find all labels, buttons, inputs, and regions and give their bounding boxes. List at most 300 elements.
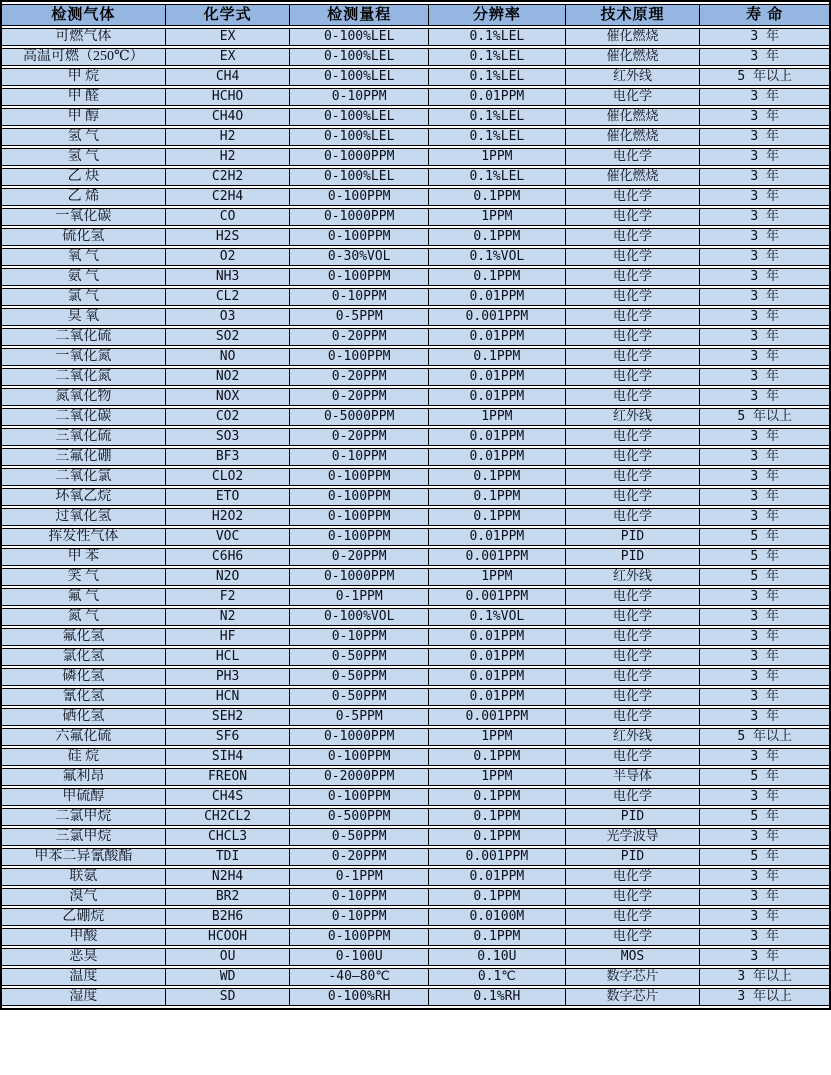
table-cell: 1PPM [429,208,566,226]
gas-name-cell: 甲硫醇 [2,788,166,806]
table-cell: 电化学 [566,448,701,466]
table-cell: 0.1PPM [429,488,566,506]
spec-table [2,2,829,1008]
table-cell: 0.1PPM [429,468,566,486]
table-cell: 0-2000PPM [290,768,429,786]
table-row [2,428,829,446]
gas-name-cell: 湿度 [2,988,166,1006]
table-cell: 0.1%VOL [429,608,566,626]
table-cell: NOX [166,388,291,406]
table-cell: 电化学 [566,388,701,406]
table-cell: 0-20PPM [290,368,429,386]
table-cell: NO [166,348,291,366]
table-cell: 0-100PPM [290,468,429,486]
table-cell: 0-1PPM [290,588,429,606]
table-row [2,148,829,166]
table-cell: 5 年 [700,568,829,586]
table-cell: 0-10PPM [290,888,429,906]
table-cell: 0.01PPM [429,688,566,706]
table-cell: 0-100PPM [290,188,429,206]
table-cell: 0.1PPM [429,188,566,206]
gas-name-cell: 氟化氢 [2,628,166,646]
table-row [2,108,829,126]
table-cell: 3 年 [700,308,829,326]
gas-name-cell: 二氧化硫 [2,328,166,346]
table-cell: 电化学 [566,588,701,606]
table-cell: 3 年 [700,388,829,406]
table-cell: 电化学 [566,688,701,706]
gas-name-cell: 氟 气 [2,588,166,606]
table-cell: FREON [166,768,291,786]
table-row [2,808,829,826]
table-cell: 0-1PPM [290,868,429,886]
table-cell: HF [166,628,291,646]
table-cell: CL2 [166,288,291,306]
gas-name-cell: 联氨 [2,868,166,886]
table-cell: 5 年 [700,848,829,866]
table-cell: 3 年 [700,508,829,526]
gas-name-cell: 氢 气 [2,148,166,166]
gas-name-cell: 甲 烷 [2,68,166,86]
table-cell: 5 年以上 [700,408,829,426]
table-cell: 电化学 [566,508,701,526]
column-header: 检测量程 [290,4,429,26]
gas-name-cell: 甲苯二异氰酸酯 [2,848,166,866]
table-cell: 5 年以上 [700,728,829,746]
table-cell: 电化学 [566,928,701,946]
table-cell: 0.01PPM [429,528,566,546]
table-cell: 电化学 [566,868,701,886]
table-row [2,928,829,946]
table-cell: 3 年 [700,468,829,486]
table-cell: SIH4 [166,748,291,766]
table-row [2,628,829,646]
table-cell: 催化燃烧 [566,48,701,66]
table-cell: CH4 [166,68,291,86]
table-cell: 0-1000PPM [290,208,429,226]
table-cell: N2 [166,608,291,626]
gas-name-cell: 甲 醛 [2,88,166,106]
table-cell: BR2 [166,888,291,906]
table-cell: H2S [166,228,291,246]
table-cell: 3 年 [700,88,829,106]
table-cell: 数字芯片 [566,988,701,1006]
table-row [2,208,829,226]
table-row [2,688,829,706]
table-cell: 0.001PPM [429,848,566,866]
table-cell: 0.001PPM [429,708,566,726]
table-cell: 0-100PPM [290,268,429,286]
gas-name-cell: 一氧化氮 [2,348,166,366]
table-cell: 电化学 [566,648,701,666]
table-cell: 0-100PPM [290,488,429,506]
table-cell: 红外线 [566,568,701,586]
table-cell: 电化学 [566,288,701,306]
table-cell: 0-20PPM [290,428,429,446]
table-cell: 0.1%LEL [429,48,566,66]
table-cell: O3 [166,308,291,326]
gas-name-cell: 氰化氢 [2,688,166,706]
gas-name-cell: 二氧化氮 [2,368,166,386]
table-row [2,408,829,426]
table-cell: 0.1%LEL [429,28,566,46]
gas-name-cell: 三氧化硫 [2,428,166,446]
table-cell: B2H6 [166,908,291,926]
table-cell: 电化学 [566,228,701,246]
table-cell: 0.1PPM [429,268,566,286]
table-row [2,548,829,566]
table-cell: HCL [166,648,291,666]
table-cell: HCHO [166,88,291,106]
table-cell: 0.01PPM [429,388,566,406]
table-cell: 电化学 [566,368,701,386]
table-cell: OU [166,948,291,966]
table-cell: 3 年 [700,668,829,686]
table-cell: CO2 [166,408,291,426]
table-cell: 电化学 [566,268,701,286]
table-cell: 催化燃烧 [566,108,701,126]
table-cell: MOS [566,948,701,966]
table-cell: 0.1%LEL [429,68,566,86]
table-cell: 0.01PPM [429,648,566,666]
table-row [2,388,829,406]
gas-name-cell: 温度 [2,968,166,986]
gas-name-cell: 笑 气 [2,568,166,586]
table-cell: 0.01PPM [429,868,566,886]
table-cell: 0-30%VOL [290,248,429,266]
table-cell: VOC [166,528,291,546]
table-cell: 0-5000PPM [290,408,429,426]
table-cell: CH2CL2 [166,808,291,826]
table-cell: PID [566,548,701,566]
table-cell: 0.01PPM [429,328,566,346]
table-cell: PID [566,848,701,866]
table-row [2,468,829,486]
table-cell: 3 年 [700,628,829,646]
table-row [2,508,829,526]
table-cell: 3 年 [700,348,829,366]
table-cell: 0-10PPM [290,88,429,106]
gas-name-cell: 甲 醇 [2,108,166,126]
table-cell: SF6 [166,728,291,746]
table-body [2,28,829,1006]
table-cell: 0.01PPM [429,88,566,106]
table-cell: ETO [166,488,291,506]
table-header [2,4,829,26]
table-cell: EX [166,28,291,46]
table-cell: 0-100PPM [290,528,429,546]
table-cell: 0.01PPM [429,448,566,466]
table-cell: WD [166,968,291,986]
table-cell: 3 年以上 [700,968,829,986]
table-cell: 电化学 [566,248,701,266]
table-row [2,648,829,666]
gas-name-cell: 恶臭 [2,948,166,966]
column-header: 技术原理 [566,4,701,26]
table-cell: 0.1PPM [429,508,566,526]
table-row [2,828,829,846]
table-cell: 0-50PPM [290,668,429,686]
table-row [2,968,829,986]
gas-name-cell: 乙 烯 [2,188,166,206]
table-row [2,88,829,106]
table-row [2,488,829,506]
table-cell: 3 年 [700,288,829,306]
table-row [2,988,829,1006]
table-row [2,568,829,586]
table-cell: C2H4 [166,188,291,206]
table-cell: 电化学 [566,468,701,486]
gas-name-cell: 可燃气体 [2,28,166,46]
table-cell: 电化学 [566,888,701,906]
gas-name-cell: 氧 气 [2,248,166,266]
table-cell: 0-100%LEL [290,128,429,146]
gas-name-cell: 三氟化硼 [2,448,166,466]
table-cell: 0-100%VOL [290,608,429,626]
table-row [2,68,829,86]
table-row [2,908,829,926]
table-cell: 3 年 [700,748,829,766]
table-cell: 0-100PPM [290,748,429,766]
table-cell: H2 [166,148,291,166]
table-cell: 3 年 [700,168,829,186]
table-row [2,708,829,726]
table-cell: 0.001PPM [429,548,566,566]
table-row [2,248,829,266]
gas-name-cell: 二氧化碳 [2,408,166,426]
table-row [2,288,829,306]
table-cell: SEH2 [166,708,291,726]
gas-name-cell: 三氯甲烷 [2,828,166,846]
table-cell: 0.001PPM [429,308,566,326]
table-cell: 电化学 [566,208,701,226]
table-cell: 光学波导 [566,828,701,846]
table-cell: 3 年 [700,48,829,66]
table-cell: 0-50PPM [290,648,429,666]
table-cell: 电化学 [566,148,701,166]
table-cell: 5 年 [700,768,829,786]
gas-name-cell: 硒化氢 [2,708,166,726]
table-cell: 3 年 [700,788,829,806]
table-cell: 3 年 [700,708,829,726]
gas-name-cell: 氯 气 [2,288,166,306]
table-cell: NH3 [166,268,291,286]
table-cell: 3 年 [700,188,829,206]
table-cell: 5 年 [700,528,829,546]
gas-name-cell: 挥发性气体 [2,528,166,546]
table-cell: 0.1PPM [429,348,566,366]
table-cell: 0-5PPM [290,308,429,326]
column-header: 分辨率 [429,4,566,26]
gas-name-cell: 一氧化碳 [2,208,166,226]
table-cell: N2H4 [166,868,291,886]
table-cell: 3 年 [700,268,829,286]
table-row [2,228,829,246]
table-cell: 电化学 [566,708,701,726]
table-cell: 1PPM [429,148,566,166]
table-cell: 红外线 [566,728,701,746]
table-row [2,588,829,606]
table-cell: 3 年 [700,588,829,606]
table-cell: 电化学 [566,908,701,926]
table-row [2,608,829,626]
table-cell: 3 年 [700,328,829,346]
table-row [2,48,829,66]
table-cell: 0.01PPM [429,428,566,446]
gas-name-cell: 环氧乙烷 [2,488,166,506]
table-cell: 5 年 [700,808,829,826]
table-cell: 电化学 [566,628,701,646]
table-cell: 1PPM [429,408,566,426]
table-cell: 3 年 [700,948,829,966]
header-row [2,4,829,26]
table-cell: 0.1%LEL [429,128,566,146]
table-row [2,448,829,466]
table-cell: 0-10PPM [290,628,429,646]
table-cell: 0.10U [429,948,566,966]
gas-name-cell: 甲 苯 [2,548,166,566]
table-cell: 3 年 [700,888,829,906]
table-cell: SO3 [166,428,291,446]
table-cell: 3 年 [700,208,829,226]
table-cell: 0.01PPM [429,628,566,646]
table-cell: -40—80℃ [290,968,429,986]
table-cell: 红外线 [566,408,701,426]
table-cell: 0.1PPM [429,748,566,766]
table-row [2,748,829,766]
table-cell: PH3 [166,668,291,686]
table-cell: 0-100%LEL [290,168,429,186]
table-cell: 0-50PPM [290,828,429,846]
table-cell: H2 [166,128,291,146]
table-cell: 电化学 [566,788,701,806]
table-cell: 0-20PPM [290,328,429,346]
table-cell: 半导体 [566,768,701,786]
gas-name-cell: 高温可燃（250℃） [2,48,166,66]
gas-name-cell: 六氟化硫 [2,728,166,746]
table-cell: CH4O [166,108,291,126]
gas-name-cell: 二氧化氯 [2,468,166,486]
table-cell: 0-100%LEL [290,68,429,86]
table-cell: 0.1PPM [429,228,566,246]
column-header: 检测气体 [2,4,166,26]
table-cell: H2O2 [166,508,291,526]
table-row [2,308,829,326]
table-cell: 电化学 [566,668,701,686]
table-cell: 0.1PPM [429,928,566,946]
table-cell: 0-100%LEL [290,28,429,46]
table-row [2,328,829,346]
table-cell: 3 年 [700,28,829,46]
table-row [2,868,829,886]
table-cell: 0.1%LEL [429,108,566,126]
gas-name-cell: 臭 氧 [2,308,166,326]
table-cell: 0.001PPM [429,588,566,606]
table-cell: 数字芯片 [566,968,701,986]
table-cell: TDI [166,848,291,866]
table-cell: 3 年 [700,128,829,146]
table-cell: 0-50PPM [290,688,429,706]
table-cell: 0.0100M [429,908,566,926]
table-cell: 0.1PPM [429,828,566,846]
table-row [2,168,829,186]
table-row [2,268,829,286]
table-cell: 3 年 [700,608,829,626]
table-cell: 0-100%LEL [290,48,429,66]
table-row [2,188,829,206]
table-cell: 0-100PPM [290,508,429,526]
table-cell: 3 年 [700,928,829,946]
table-row [2,528,829,546]
table-cell: 3 年 [700,868,829,886]
table-cell: 3 年 [700,228,829,246]
gas-name-cell: 氮氧化物 [2,388,166,406]
table-cell: 0.1%RH [429,988,566,1006]
gas-name-cell: 过氧化氢 [2,508,166,526]
table-cell: 0-1000PPM [290,568,429,586]
table-cell: SO2 [166,328,291,346]
table-cell: PID [566,808,701,826]
table-cell: 0-20PPM [290,848,429,866]
table-row [2,728,829,746]
table-cell: PID [566,528,701,546]
table-cell: 3 年 [700,368,829,386]
gas-name-cell: 氯化氢 [2,648,166,666]
table-cell: 0-20PPM [290,388,429,406]
table-cell: CO [166,208,291,226]
table-row [2,368,829,386]
table-cell: 0-100%RH [290,988,429,1006]
table-cell: 0-500PPM [290,808,429,826]
gas-name-cell: 乙 炔 [2,168,166,186]
table-cell: 0.01PPM [429,288,566,306]
table-cell: 0-100PPM [290,348,429,366]
table-cell: 0-1000PPM [290,728,429,746]
table-cell: 催化燃烧 [566,168,701,186]
table-cell: 0-100PPM [290,228,429,246]
table-cell: 1PPM [429,728,566,746]
table-cell: 3 年 [700,828,829,846]
gas-name-cell: 乙硼烷 [2,908,166,926]
table-cell: 0.1%VOL [429,248,566,266]
table-cell: 电化学 [566,608,701,626]
table-cell: 0.1PPM [429,788,566,806]
table-cell: 0-100%LEL [290,108,429,126]
gas-name-cell: 二氯甲烷 [2,808,166,826]
column-header: 寿 命 [700,4,829,26]
table-cell: 3 年 [700,908,829,926]
column-header: 化学式 [166,4,291,26]
table-cell: 电化学 [566,348,701,366]
table-row [2,788,829,806]
table-cell: 0-100PPM [290,928,429,946]
table-cell: 电化学 [566,88,701,106]
table-cell: 0.1%LEL [429,168,566,186]
table-cell: 3 年 [700,428,829,446]
table-cell: 电化学 [566,748,701,766]
table-cell: BF3 [166,448,291,466]
gas-name-cell: 氢 气 [2,128,166,146]
table-cell: HCN [166,688,291,706]
table-cell: 3 年 [700,448,829,466]
table-row [2,768,829,786]
gas-name-cell: 硅 烷 [2,748,166,766]
table-cell: 1PPM [429,768,566,786]
table-cell: 3 年 [700,688,829,706]
table-cell: F2 [166,588,291,606]
table-cell: 电化学 [566,308,701,326]
table-cell: 催化燃烧 [566,128,701,146]
